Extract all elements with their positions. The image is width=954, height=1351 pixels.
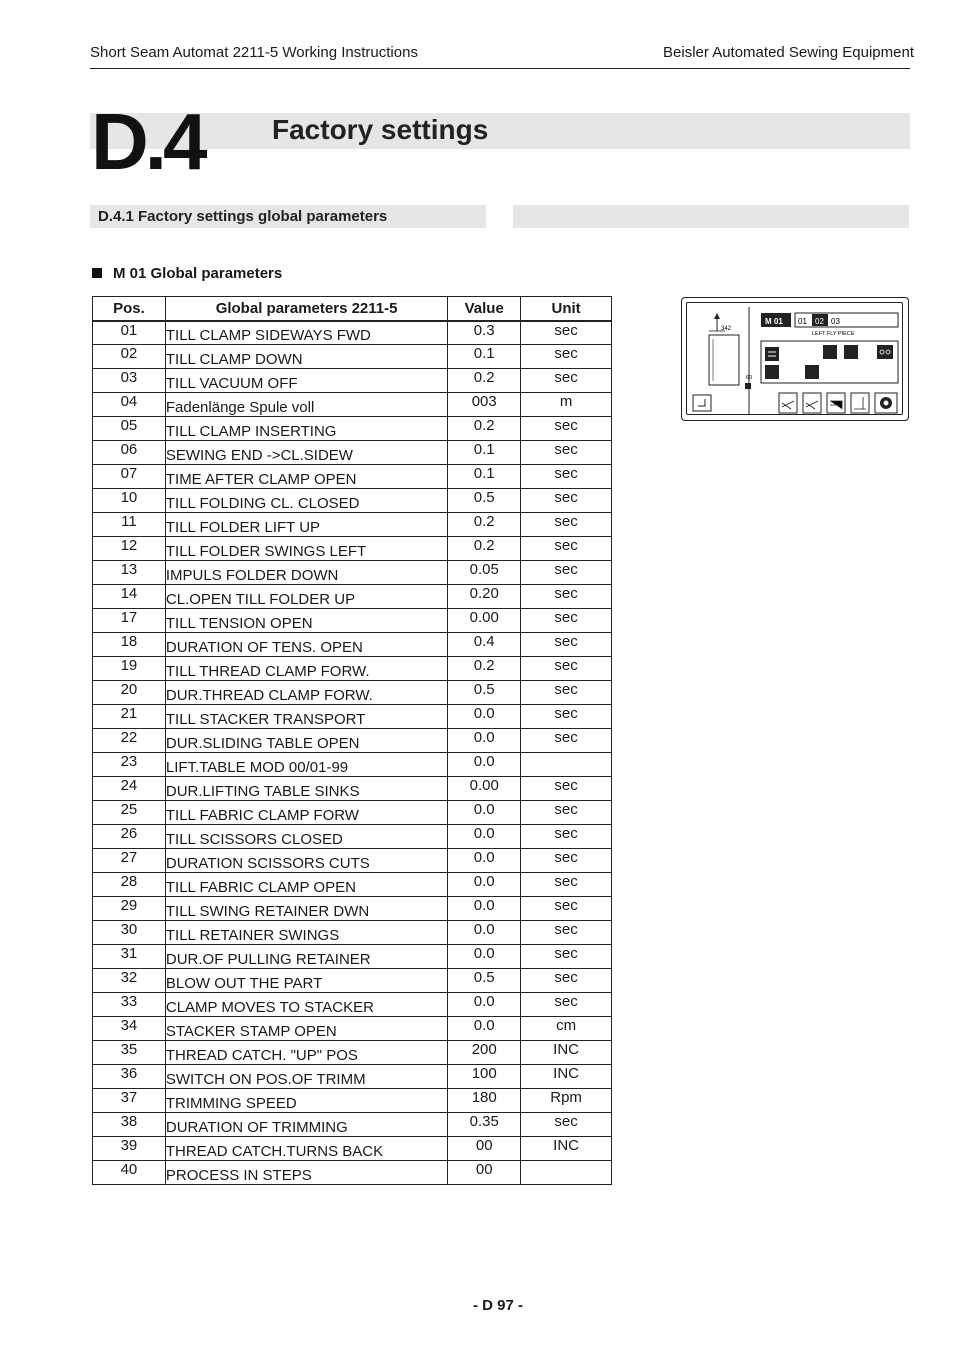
cell-unit	[521, 1161, 612, 1185]
cell-unit: sec	[521, 1113, 612, 1137]
header-doc-title: Short Seam Automat 2211-5 Working Instructions	[90, 44, 418, 61]
cell-parameter: DURATION SCISSORS CUTS	[165, 849, 447, 873]
table-row	[93, 825, 612, 849]
cell-value: 0.00	[448, 777, 521, 801]
cell-pos: 31	[93, 945, 166, 969]
cell-pos: 18	[93, 633, 166, 657]
cell-value: 0.0	[448, 921, 521, 945]
cell-value: 0.05	[448, 561, 521, 585]
cell-value: 0.1	[448, 441, 521, 465]
cell-unit	[521, 753, 612, 777]
table-row	[93, 753, 612, 777]
table-row	[93, 633, 612, 657]
cell-pos: 21	[93, 705, 166, 729]
cell-unit: sec	[521, 345, 612, 369]
cell-value: 0.0	[448, 729, 521, 753]
cell-parameter: DUR.OF PULLING RETAINER	[165, 945, 447, 969]
cell-parameter: TILL VACUUM OFF	[165, 369, 447, 393]
cell-parameter: CL.OPEN TILL FOLDER UP	[165, 585, 447, 609]
cell-unit: sec	[521, 801, 612, 825]
panel-drawing	[687, 303, 904, 416]
cell-value: 0.0	[448, 1017, 521, 1041]
cell-pos: 32	[93, 969, 166, 993]
cell-parameter: TILL FABRIC CLAMP FORW	[165, 801, 447, 825]
table-row	[93, 921, 612, 945]
table-row	[93, 513, 612, 537]
cell-pos: 17	[93, 609, 166, 633]
cell-value: 0.0	[448, 873, 521, 897]
cell-unit: sec	[521, 897, 612, 921]
cell-value: 0.20	[448, 585, 521, 609]
table-row	[93, 609, 612, 633]
table-row	[93, 945, 612, 969]
cell-value: 0.00	[448, 609, 521, 633]
cell-unit: INC	[521, 1137, 612, 1161]
header-value: Value	[448, 297, 521, 321]
table-row	[93, 1065, 612, 1089]
cell-unit: sec	[521, 945, 612, 969]
chapter-title-bar	[90, 113, 910, 149]
cell-pos: 34	[93, 1017, 166, 1041]
cell-unit: sec	[521, 849, 612, 873]
cell-pos: 04	[93, 393, 166, 417]
cell-pos: 24	[93, 777, 166, 801]
cell-parameter: TILL RETAINER SWINGS	[165, 921, 447, 945]
cell-unit: sec	[521, 993, 612, 1017]
table-row	[93, 897, 612, 921]
cell-pos: 07	[93, 465, 166, 489]
cell-parameter: IMPULS FOLDER DOWN	[165, 561, 447, 585]
cell-unit: sec	[521, 561, 612, 585]
table-row	[93, 1137, 612, 1161]
cell-parameter: BLOW OUT THE PART	[165, 969, 447, 993]
cell-parameter: TILL THREAD CLAMP FORW.	[165, 657, 447, 681]
table-row	[93, 1017, 612, 1041]
cell-parameter: TILL CLAMP DOWN	[165, 345, 447, 369]
cell-value: 0.0	[448, 825, 521, 849]
cell-value: 0.5	[448, 681, 521, 705]
cell-parameter: THREAD CATCH.TURNS BACK	[165, 1137, 447, 1161]
cell-parameter: SEWING END ->CL.SIDEW	[165, 441, 447, 465]
panel-caption: LEFT FLY PIECE	[812, 331, 855, 337]
cell-pos: 33	[93, 993, 166, 1017]
cell-unit: sec	[521, 537, 612, 561]
cell-pos: 11	[93, 513, 166, 537]
table-row	[93, 561, 612, 585]
table-row	[93, 1161, 612, 1185]
cell-parameter: TILL SCISSORS CLOSED	[165, 825, 447, 849]
table-row	[93, 345, 612, 369]
cell-pos: 06	[93, 441, 166, 465]
cell-parameter: TILL CLAMP INSERTING	[165, 417, 447, 441]
page-number: - D 97 -	[472, 1297, 523, 1314]
cell-value: 00	[448, 1137, 521, 1161]
cell-unit: sec	[521, 465, 612, 489]
cell-unit: sec	[521, 777, 612, 801]
table-row	[93, 849, 612, 873]
cell-value: 0.0	[448, 801, 521, 825]
table-row	[93, 705, 612, 729]
cell-parameter: TILL TENSION OPEN	[165, 609, 447, 633]
table-row	[93, 441, 612, 465]
cell-value: 0.2	[448, 537, 521, 561]
table-row	[93, 729, 612, 753]
cell-parameter: SWITCH ON POS.OF TRIMM	[165, 1065, 447, 1089]
menu-label: M 01	[765, 317, 783, 326]
cell-value: 0.5	[448, 489, 521, 513]
cell-pos: 13	[93, 561, 166, 585]
table-row	[93, 321, 612, 345]
cell-value: 180	[448, 1089, 521, 1113]
cell-unit: sec	[521, 441, 612, 465]
cell-parameter: Fadenlänge Spule voll	[165, 393, 447, 417]
cell-parameter: DURATION OF TRIMMING	[165, 1113, 447, 1137]
cell-value: 0.0	[448, 945, 521, 969]
cell-value: 0.0	[448, 849, 521, 873]
cell-parameter: DURATION OF TENS. OPEN	[165, 633, 447, 657]
cell-parameter: TIME AFTER CLAMP OPEN	[165, 465, 447, 489]
cell-value: 0.0	[448, 993, 521, 1017]
header-name: Global parameters 2211-5	[165, 297, 447, 321]
cell-parameter: TRIMMING SPEED	[165, 1089, 447, 1113]
cell-unit: sec	[521, 681, 612, 705]
cell-parameter: TILL SWING RETAINER DWN	[165, 897, 447, 921]
cell-value: 0.1	[448, 465, 521, 489]
cell-pos: 10	[93, 489, 166, 513]
table-row	[93, 393, 612, 417]
cell-value: 0.35	[448, 1113, 521, 1137]
cell-value: 0.3	[448, 321, 521, 345]
table-row	[93, 657, 612, 681]
cell-value: 100	[448, 1065, 521, 1089]
cell-unit: sec	[521, 417, 612, 441]
cell-value: 200	[448, 1041, 521, 1065]
cell-pos: 27	[93, 849, 166, 873]
cell-pos: 02	[93, 345, 166, 369]
cell-value: 003	[448, 393, 521, 417]
cell-pos: 35	[93, 1041, 166, 1065]
header-pos: Pos.	[93, 297, 166, 321]
cell-parameter: TILL FOLDING CL. CLOSED	[165, 489, 447, 513]
cell-value: 0.2	[448, 513, 521, 537]
cell-unit: sec	[521, 489, 612, 513]
table-row	[93, 1041, 612, 1065]
cell-pos: 03	[93, 369, 166, 393]
cell-parameter: THREAD CATCH. "UP" POS	[165, 1041, 447, 1065]
cell-parameter: PROCESS IN STEPS	[165, 1161, 447, 1185]
page-header	[90, 40, 914, 69]
table-row	[93, 969, 612, 993]
table-row	[93, 585, 612, 609]
cell-value: 0.1	[448, 345, 521, 369]
cell-parameter: CLAMP MOVES TO STACKER	[165, 993, 447, 1017]
cell-unit: sec	[521, 609, 612, 633]
dim-side-label: 60	[746, 375, 753, 381]
cell-value: 0.2	[448, 369, 521, 393]
cell-pos: 38	[93, 1113, 166, 1137]
cell-unit: sec	[521, 633, 612, 657]
cell-pos: 19	[93, 657, 166, 681]
cell-parameter: TILL STACKER TRANSPORT	[165, 705, 447, 729]
cell-unit: Rpm	[521, 1089, 612, 1113]
parameter-table	[92, 296, 612, 1185]
cell-pos: 05	[93, 417, 166, 441]
cell-unit: sec	[521, 921, 612, 945]
cell-pos: 40	[93, 1161, 166, 1185]
cell-pos: 29	[93, 897, 166, 921]
cell-parameter: LIFT.TABLE MOD 00/01-99	[165, 753, 447, 777]
cell-parameter: STACKER STAMP OPEN	[165, 1017, 447, 1041]
cell-unit: INC	[521, 1065, 612, 1089]
cell-parameter: DUR.SLIDING TABLE OPEN	[165, 729, 447, 753]
cell-pos: 30	[93, 921, 166, 945]
cell-pos: 12	[93, 537, 166, 561]
control-panel-screen	[686, 302, 903, 415]
table-row	[93, 537, 612, 561]
table-row	[93, 873, 612, 897]
cell-value: 0.0	[448, 897, 521, 921]
table-row	[93, 369, 612, 393]
header-unit: Unit	[521, 297, 612, 321]
control-panel-illustration	[681, 297, 909, 421]
header-company: Beisler Automated Sewing Equipment	[663, 44, 914, 61]
cell-pos: 14	[93, 585, 166, 609]
cell-unit: INC	[521, 1041, 612, 1065]
cell-unit: m	[521, 393, 612, 417]
cell-unit: sec	[521, 705, 612, 729]
dim-top-label: 342	[721, 326, 732, 332]
cell-parameter: TILL FOLDER SWINGS LEFT	[165, 537, 447, 561]
cell-value: 0.0	[448, 753, 521, 777]
square-bullet-icon	[92, 268, 102, 278]
cell-unit: sec	[521, 585, 612, 609]
cell-unit: sec	[521, 729, 612, 753]
cell-pos: 37	[93, 1089, 166, 1113]
cell-parameter: TILL CLAMP SIDEWAYS FWD	[165, 321, 447, 345]
cell-value: 00	[448, 1161, 521, 1185]
cell-pos: 26	[93, 825, 166, 849]
panel-tab-02: 02	[815, 317, 824, 326]
table-row	[93, 801, 612, 825]
subheading: M 01 Global parameters	[113, 265, 283, 282]
table-row	[93, 417, 612, 441]
cell-pos: 36	[93, 1065, 166, 1089]
cell-pos: 25	[93, 801, 166, 825]
cell-parameter: TILL FOLDER LIFT UP	[165, 513, 447, 537]
cell-pos: 23	[93, 753, 166, 777]
cell-value: 0.0	[448, 705, 521, 729]
cell-unit: cm	[521, 1017, 612, 1041]
chapter-number: D.4	[91, 97, 204, 186]
cell-parameter: DUR.THREAD CLAMP FORW.	[165, 681, 447, 705]
cell-value: 0.5	[448, 969, 521, 993]
cell-pos: 28	[93, 873, 166, 897]
cell-unit: sec	[521, 321, 612, 345]
cell-pos: 39	[93, 1137, 166, 1161]
panel-tab-01: 01	[798, 317, 807, 326]
cell-unit: sec	[521, 873, 612, 897]
cell-unit: sec	[521, 657, 612, 681]
table-row	[93, 777, 612, 801]
table-header-row	[93, 297, 612, 321]
panel-tab-03: 03	[831, 317, 840, 326]
section-bar-right	[513, 205, 909, 228]
cell-pos: 22	[93, 729, 166, 753]
cell-parameter: TILL FABRIC CLAMP OPEN	[165, 873, 447, 897]
cell-pos: 01	[93, 321, 166, 345]
table-row	[93, 681, 612, 705]
section-title: D.4.1 Factory settings global parameters	[98, 208, 388, 225]
chapter-title: Factory settings	[272, 114, 489, 145]
cell-unit: sec	[521, 969, 612, 993]
cell-unit: sec	[521, 513, 612, 537]
cell-pos: 20	[93, 681, 166, 705]
cell-unit: sec	[521, 825, 612, 849]
cell-value: 0.4	[448, 633, 521, 657]
table-row	[93, 1113, 612, 1137]
cell-value: 0.2	[448, 657, 521, 681]
table-row	[93, 465, 612, 489]
table-row	[93, 993, 612, 1017]
table-row	[93, 489, 612, 513]
cell-value: 0.2	[448, 417, 521, 441]
cell-parameter: DUR.LIFTING TABLE SINKS	[165, 777, 447, 801]
table-row	[93, 1089, 612, 1113]
cell-unit: sec	[521, 369, 612, 393]
